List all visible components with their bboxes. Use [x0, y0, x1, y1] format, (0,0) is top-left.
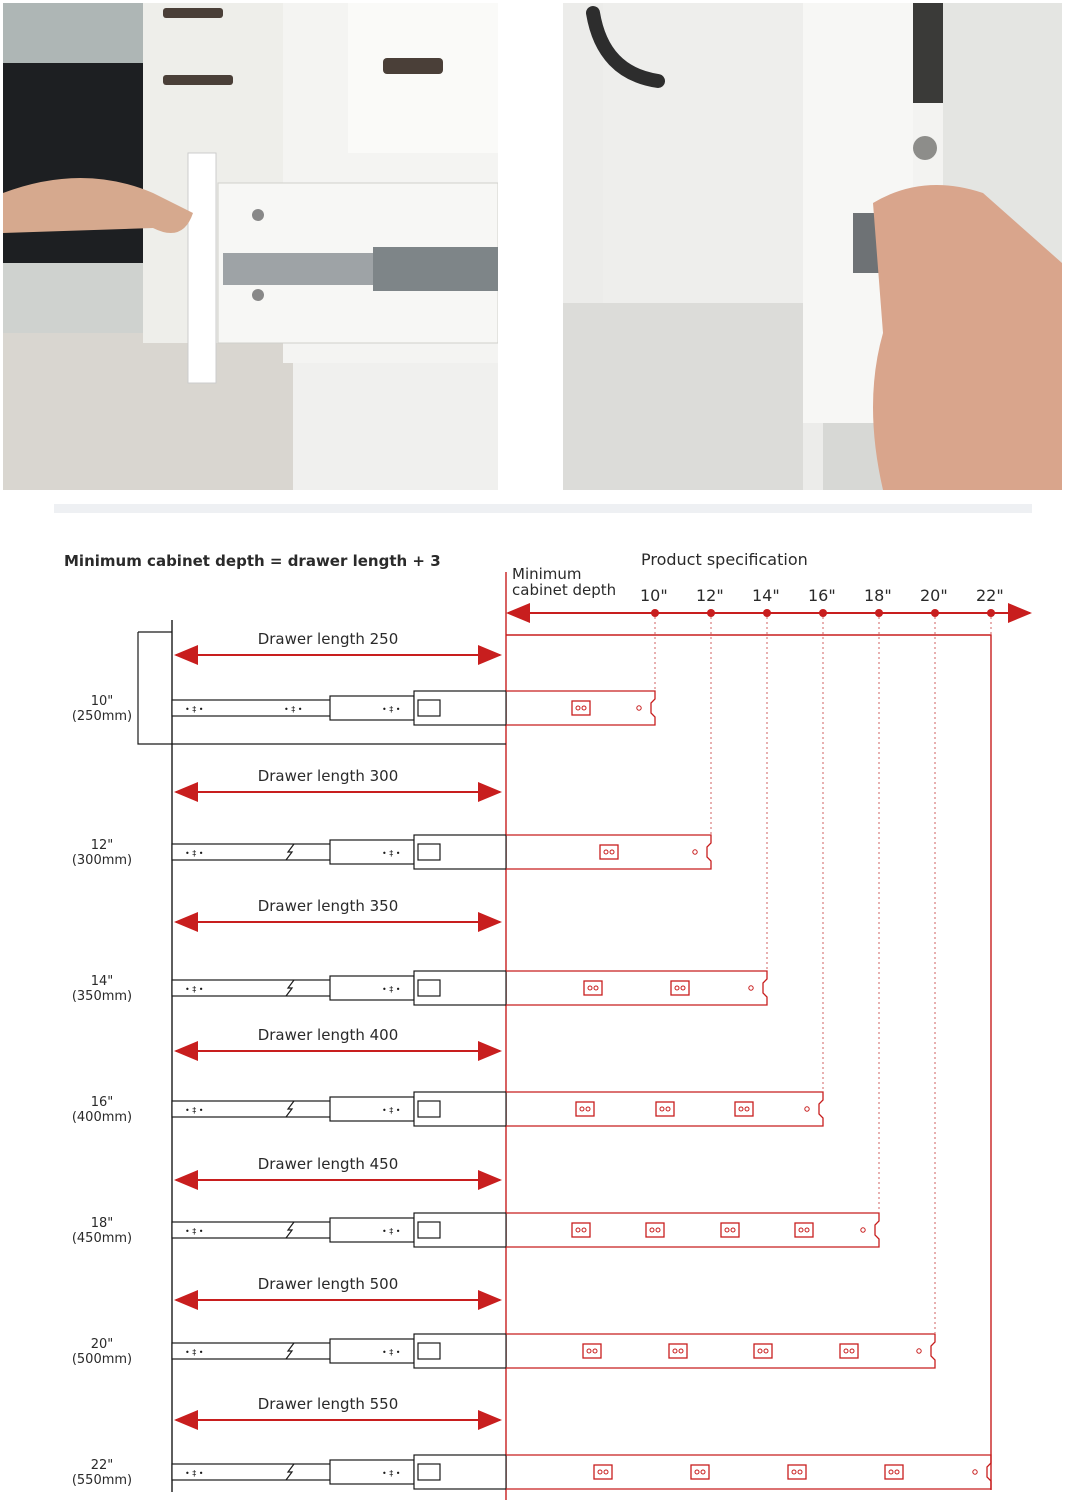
spec-size-label: 22"	[976, 586, 1004, 605]
middle-rail	[330, 1460, 414, 1484]
rail-holes: • ‡ •	[382, 1348, 401, 1357]
size-mm-label: (250mm)	[71, 709, 133, 724]
spec-ticks	[506, 586, 1004, 1490]
spec-size-label: 20"	[920, 586, 948, 605]
min-depth-label-line1: Minimum	[512, 565, 582, 583]
bracket-hole	[586, 1107, 590, 1111]
drawer-length-label: Drawer length 350	[257, 897, 399, 915]
drawer-length-label: Drawer length 250	[257, 630, 399, 648]
outer-rail-black	[414, 1455, 506, 1489]
bracket-hole	[582, 706, 586, 710]
rail-end-hole	[805, 1107, 809, 1111]
rail-holes: • ‡ •	[185, 1348, 204, 1357]
bracket-hole	[675, 986, 679, 990]
spec-tick-dot	[707, 609, 715, 617]
slide-bracket	[840, 1344, 858, 1358]
drawer-length-label: Drawer length 550	[257, 1395, 399, 1413]
middle-rail	[330, 1097, 414, 1121]
outer-rail-black	[414, 835, 506, 869]
slide-bracket	[721, 1223, 739, 1237]
bracket-hole	[745, 1107, 749, 1111]
slide-row	[72, 1026, 823, 1126]
bracket-hole	[576, 706, 580, 710]
slide-bracket	[576, 1102, 594, 1116]
slide-row	[72, 1275, 935, 1368]
bracket-hole	[805, 1228, 809, 1232]
drawer-length-label: Drawer length 300	[257, 767, 399, 785]
slide-bracket	[691, 1465, 709, 1479]
spec-tick-dot	[763, 609, 771, 617]
slide-row	[72, 767, 711, 869]
rail-holes: • ‡ •	[185, 985, 204, 994]
outer-rail-extension	[506, 1213, 879, 1247]
size-inch-label: 18"	[90, 1216, 114, 1231]
size-inch-label: 22"	[90, 1458, 114, 1473]
rail-end-hole	[637, 706, 641, 710]
spec-size-label: 18"	[864, 586, 892, 605]
slide-bracket	[885, 1465, 903, 1479]
bracket-hole	[764, 1349, 768, 1353]
slide-bracket	[594, 1465, 612, 1479]
middle-rail	[330, 696, 414, 720]
size-inch-label: 16"	[90, 1095, 114, 1110]
spec-size-label: 14"	[752, 586, 780, 605]
slide-bracket	[795, 1223, 813, 1237]
size-inch-label: 20"	[90, 1337, 114, 1352]
rail-holes: • ‡ •	[382, 1106, 401, 1115]
bracket-hole	[895, 1470, 899, 1474]
rail-end-hole	[693, 850, 697, 854]
slide-bracket	[583, 1344, 601, 1358]
size-inch-label: 14"	[90, 974, 114, 989]
slide-bracket	[656, 1102, 674, 1116]
bracket-hole	[576, 1228, 580, 1232]
size-inch-label: 12"	[90, 838, 114, 853]
bracket-hole	[588, 986, 592, 990]
slide-bracket	[669, 1344, 687, 1358]
middle-rail	[330, 1339, 414, 1363]
bracket-hole	[792, 1470, 796, 1474]
size-inch-label: 10"	[90, 694, 114, 709]
bracket-hole	[610, 850, 614, 854]
middle-rail	[330, 976, 414, 1000]
spec-tick-dot	[875, 609, 883, 617]
outer-rail-black	[414, 1213, 506, 1247]
slide-row	[72, 897, 767, 1005]
spec-size-label: 16"	[808, 586, 836, 605]
drawer-length-label: Drawer length 400	[257, 1026, 399, 1044]
rail-holes: • ‡ •	[185, 1227, 204, 1236]
bracket-hole	[798, 1470, 802, 1474]
size-mm-label: (400mm)	[71, 1110, 133, 1125]
slide-bracket	[671, 981, 689, 995]
bracket-hole	[799, 1228, 803, 1232]
bracket-hole	[673, 1349, 677, 1353]
slide-bracket	[646, 1223, 664, 1237]
size-mm-label: (450mm)	[71, 1231, 133, 1246]
bracket-hole	[582, 1228, 586, 1232]
rail-end-hole	[917, 1349, 921, 1353]
bracket-hole	[731, 1228, 735, 1232]
outer-rail-black	[414, 691, 506, 725]
diagram-title: Minimum cabinet depth = drawer length + 3	[64, 552, 441, 570]
slide-bracket	[788, 1465, 806, 1479]
bracket-hole	[679, 1349, 683, 1353]
rail-holes: • ‡ •	[185, 849, 204, 858]
slide-bracket	[572, 701, 590, 715]
bracket-hole	[604, 1470, 608, 1474]
bracket-hole	[594, 986, 598, 990]
rail-holes: • ‡ •	[284, 705, 303, 714]
bracket-hole	[758, 1349, 762, 1353]
bracket-hole	[739, 1107, 743, 1111]
bracket-hole	[695, 1470, 699, 1474]
rail-holes: • ‡ •	[185, 705, 204, 714]
bracket-hole	[889, 1470, 893, 1474]
bracket-hole	[660, 1107, 664, 1111]
middle-rail	[330, 840, 414, 864]
outer-rail-black	[414, 1334, 506, 1368]
outer-rail-black	[414, 971, 506, 1005]
outer-rail-extension	[506, 1455, 991, 1489]
bracket-hole	[656, 1228, 660, 1232]
slide-bracket	[584, 981, 602, 995]
drawer-length-label: Drawer length 450	[257, 1155, 399, 1173]
slide-row	[72, 630, 655, 725]
bracket-hole	[587, 1349, 591, 1353]
product-spec-label: Product specification	[641, 550, 808, 569]
outer-rail-black	[414, 1092, 506, 1126]
size-mm-label: (300mm)	[71, 853, 133, 868]
slide-bracket	[572, 1223, 590, 1237]
spec-max-outline	[506, 635, 991, 1490]
drawer-length-label: Drawer length 500	[257, 1275, 399, 1293]
cabinet-box-outline	[138, 632, 506, 744]
slide-rows	[72, 630, 991, 1489]
rail-holes: • ‡ •	[382, 705, 401, 714]
slide-row	[72, 1395, 991, 1489]
slide-bracket	[754, 1344, 772, 1358]
rail-end-hole	[973, 1470, 977, 1474]
rail-end-hole	[861, 1228, 865, 1232]
rail-holes: • ‡ •	[185, 1469, 204, 1478]
rail-end-hole	[749, 986, 753, 990]
outer-rail-extension	[506, 971, 767, 1005]
slide-row	[72, 1155, 879, 1247]
rail-holes: • ‡ •	[382, 985, 401, 994]
min-depth-label-line2: cabinet depth	[512, 581, 617, 599]
bracket-hole	[650, 1228, 654, 1232]
spec-tick-dot	[987, 609, 995, 617]
spec-size-label: 12"	[696, 586, 724, 605]
bracket-hole	[844, 1349, 848, 1353]
bracket-hole	[580, 1107, 584, 1111]
spec-tick-dot	[819, 609, 827, 617]
rail-holes: • ‡ •	[382, 1469, 401, 1478]
rail-holes: • ‡ •	[185, 1106, 204, 1115]
bracket-hole	[666, 1107, 670, 1111]
outer-rail-extension	[506, 1334, 935, 1368]
size-mm-label: (550mm)	[71, 1473, 133, 1488]
bracket-hole	[701, 1470, 705, 1474]
rail-holes: • ‡ •	[382, 849, 401, 858]
middle-rail	[330, 1218, 414, 1242]
bracket-hole	[725, 1228, 729, 1232]
bracket-hole	[604, 850, 608, 854]
slide-bracket	[600, 845, 618, 859]
rail-holes: • ‡ •	[382, 1227, 401, 1236]
slide-bracket	[735, 1102, 753, 1116]
bracket-hole	[593, 1349, 597, 1353]
bracket-hole	[850, 1349, 854, 1353]
spec-size-label: 10"	[640, 586, 668, 605]
spec-tick-dot	[931, 609, 939, 617]
size-mm-label: (500mm)	[71, 1352, 133, 1367]
bracket-hole	[681, 986, 685, 990]
bracket-hole	[598, 1470, 602, 1474]
spec-tick-dot	[651, 609, 659, 617]
size-mm-label: (350mm)	[71, 989, 133, 1004]
